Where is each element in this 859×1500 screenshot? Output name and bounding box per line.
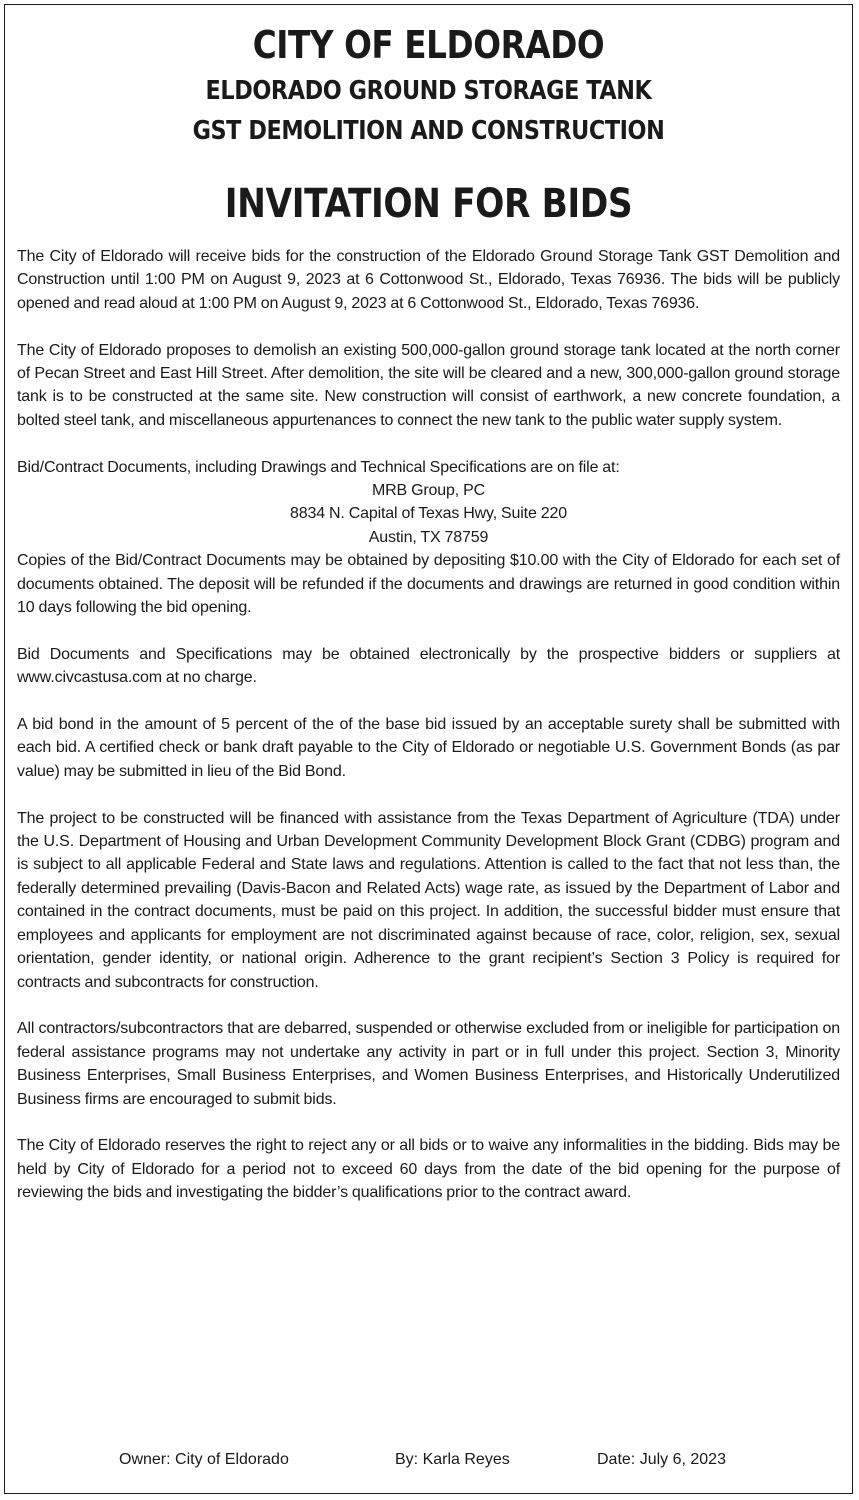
signature-date: Date: July 6, 2023 [597,1451,726,1468]
notice-body [5,245,852,1205]
notice-heading: INVITATION FOR BIDS [224,181,633,227]
city-title: CITY OF ELDORADO [252,23,605,67]
paragraph-bid-bond: A bid bond in the amount of 5 percent of the of the base bid issued by an acceptable surety shall be submitted with each bid. A certified check or bank draft payable to the City of Eldorado or negotiable U.S. Government Bonds (as par value) may be submitted in lieu of the Bid Bond. [17,716,840,780]
address-line-street: 8834 N. Capital of Texas Hwy, Suite 220 [290,505,567,523]
paragraph-contractor-eligibility: All contractors/subcontractors that are debarred, suspended or otherwise excluded from or ineligible for participation on federal assistance programs may not undertake any activity in part or in full under this project. Section 3, Minority Business Enterprises, Small Business Enterprises, and Women Business Enterprises, and Historically Underutilized Business firms are encouraged to submit bids. [17,1020,840,1108]
paragraph-document-copies: Copies of the Bid/Contract Documents may be obtained by depositing $10.00 with the City of Eldorado for each set of documents obtained. The deposit will be refunded if the documents and drawings are returned in good condition within 10 days following the bid opening. [17,552,840,617]
paragraph-financing: The project to be constructed will be financed with assistance from the Texas Department of Agriculture (TDA) under the U.S. Department of Housing and Urban Development Community Development Block Grant (CDBG) program and is subject to all applicable Federal and State laws and regulations. Attention is called to the fact that not less than, the federally determined prevailing (Davis-Bacon and Related Acts) wage rate, as issued by the Department of Labor and contained in the contract documents, must be paid on this project. In addition, the successful bidder must ensure that employees and applicants for employment are not discriminated against because of race, color, religion, sex, sexual orientation, gender identity, or national origin. Adherence to the grant recipient’s Section 3 Policy is required for contracts and subcontracts for construction. [17,809,840,991]
address-line-company: MRB Group, PC [371,482,486,500]
project-title: ELDORADO GROUND STORAGE TANK [205,76,652,106]
paragraph-documents-on-file: Bid/Contract Documents, including Drawings and Technical Specifications are on file at: [17,458,620,476]
paragraph-bid-receipt: The City of Eldorado will receive bids for the construction of the Eldorado Ground Storage Tank GST Demolition and Construction until 1:00 PM on August 9, 2023 at 6 Cottonwood St., Eldorado, Texas 76936. The bids will be publicly opened and read aloud at 1:00 PM on August 9, 2023 at 6 Cottonwood St., Eldorado, Texas 76936. [17,248,840,312]
address-line-city: Austin, TX 78759 [368,528,489,546]
paragraph-electronic-documents: Bid Documents and Specifications may be obtained electronically by the prospective bidders or suppliers at www.civcastusa.com at no charge. [17,645,840,687]
signature-by: By: Karla Reyes [395,1451,510,1468]
signature-owner: Owner: City of Eldorado [119,1451,289,1468]
legal-notice [4,4,853,1494]
paragraph-rights-reserved: The City of Eldorado reserves the right to reject any or all bids or to waive any informalities in the bidding. Bids may be held by City of Eldorado for a period not to exceed 60 days from the date of the bid opening for the purpose of reviewing the bids and investigating the bidder’s qualifications prior to the contract award. [17,1137,840,1202]
project-subtitle: GST DEMOLITION AND CONSTRUCTION [192,116,665,146]
paragraph-project-scope: The City of Eldorado proposes to demolish an existing 500,000-gallon ground storage tank located at the north corner of Pecan Street and East Hill Street. After demolition, the site will be cleared and a new, 300,000-gallon ground storage tank is to be constructed at the same site. New construction will consist of earthwork, a new concrete foundation, a bolted steel tank, and miscellaneous appurtenances to connect the new tank to the public water supply system. [17,341,840,429]
